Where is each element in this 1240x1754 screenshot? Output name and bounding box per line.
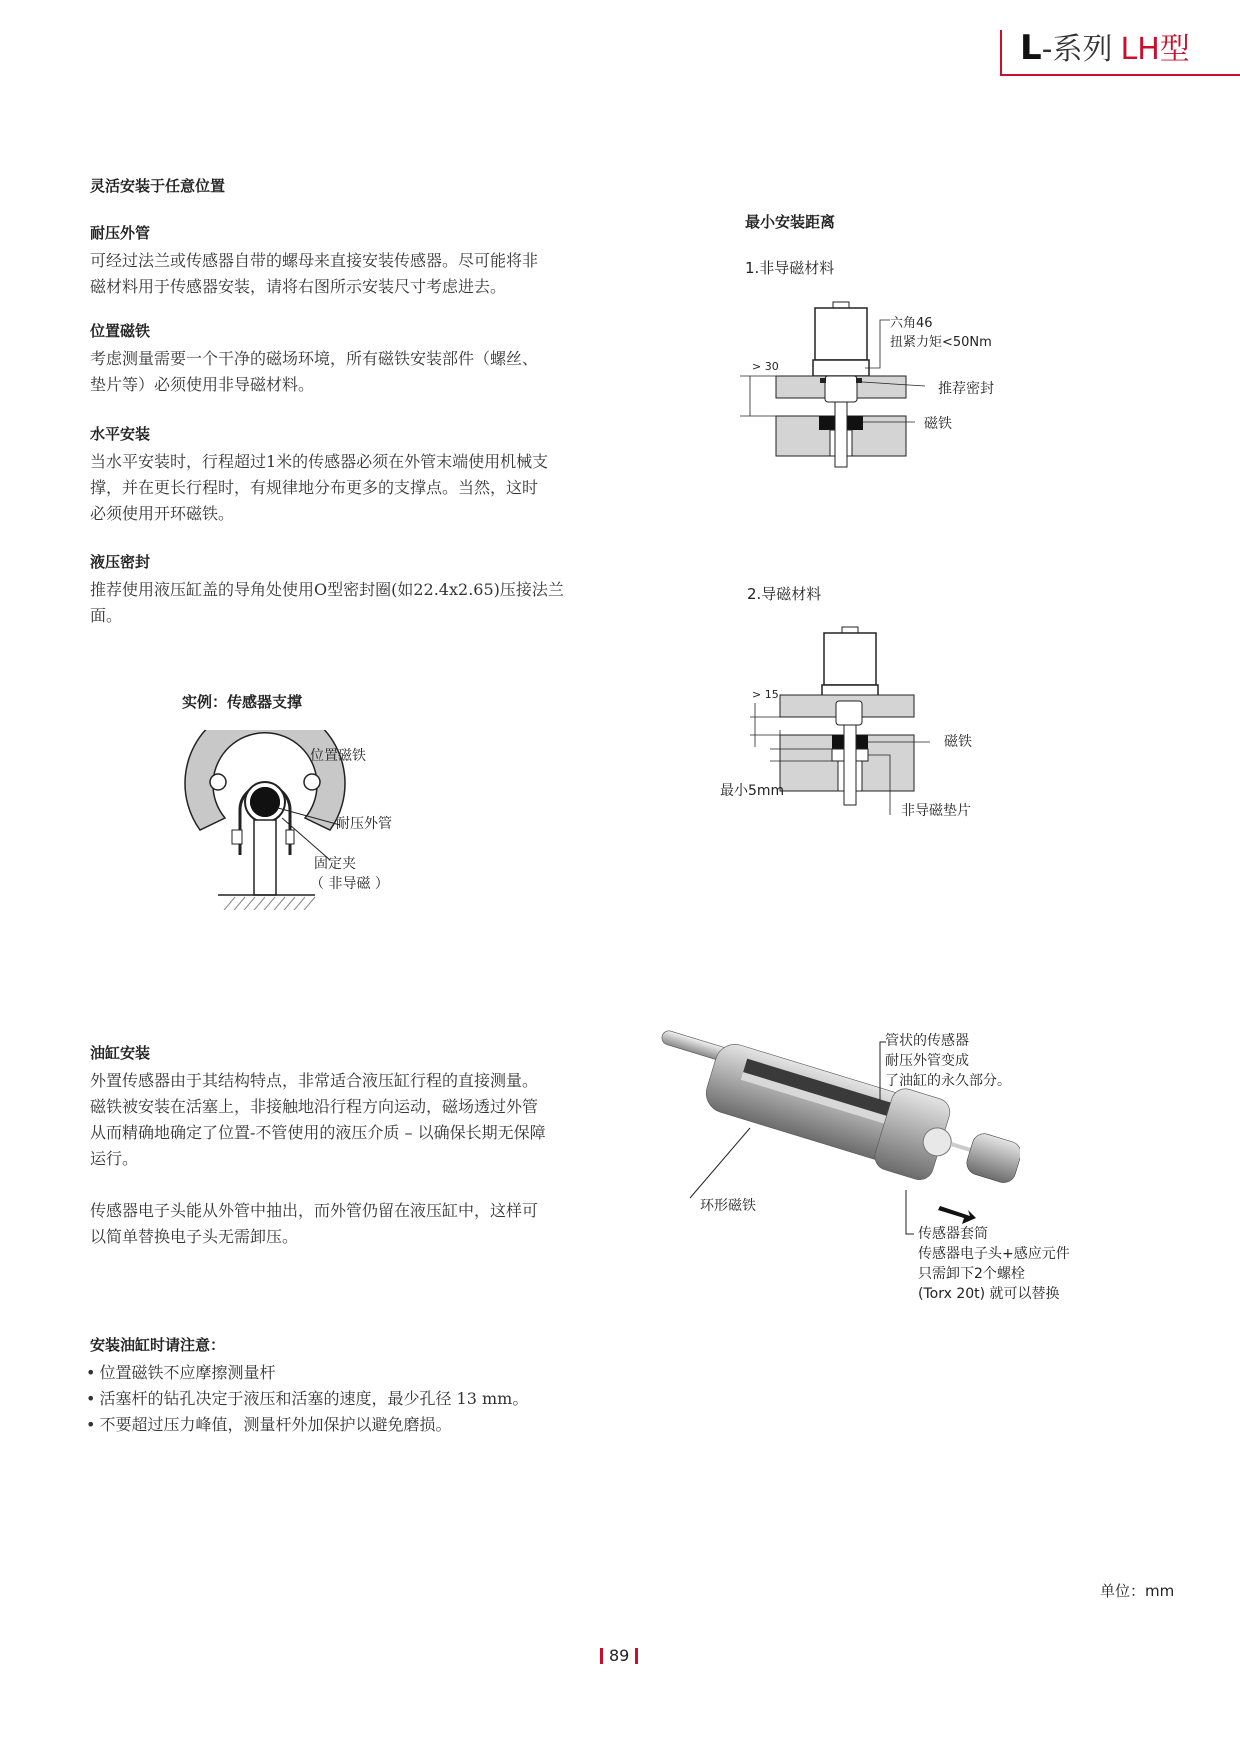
callout-tube (885, 1031, 1011, 1091)
section-text-horizontal (90, 449, 610, 527)
distance-30: > 30 (752, 360, 779, 373)
text-line: 以简单替换电子头无需卸压。 (90, 1227, 299, 1246)
diagram2-title: 2.导磁材料 (747, 585, 822, 603)
section-text-magnet (90, 346, 610, 398)
text-line: 运行。 (90, 1149, 139, 1168)
text-line: 可经过法兰或传感器自带的螺母来直接安装传感器。尽可能将非 (90, 251, 539, 270)
callout-line: 了油缸的永久部分。 (885, 1073, 1011, 1089)
cylinder-heading: 油缸安装 (90, 1044, 151, 1062)
list-item: • 活塞杆的钻孔决定于液压和活塞的速度，最少孔径 13 mm。 (86, 1386, 646, 1412)
page-bar-left (600, 1648, 603, 1664)
callout-housing (918, 1224, 1070, 1304)
section-heading-seal: 液压密封 (90, 553, 151, 571)
distance-15: > 15 (752, 688, 779, 701)
example-title: 实例：传感器支撑 (182, 693, 303, 711)
hex-label: 六角46 (890, 316, 933, 331)
page-number-text: 89 (609, 1646, 630, 1665)
text-line: 从而精确地确定了位置-不管使用的液压介质 – 以确保长期无保障 (90, 1123, 546, 1142)
series-suffix: -系列 (1041, 32, 1113, 67)
notes-list (86, 1360, 646, 1438)
main-title: 灵活安装于任意位置 (90, 177, 226, 195)
text-line: 撑，并在更长行程时，有规律地分布更多的支撑点。当然，这时 (90, 478, 539, 497)
callout-line: 传感器套筒 (918, 1226, 988, 1242)
section-heading-magnet: 位置磁铁 (90, 322, 151, 340)
text-line: 必须使用开环磁铁。 (90, 504, 235, 523)
series-title (1020, 28, 1190, 70)
unit-label: 单位：mm (1100, 1582, 1175, 1600)
text-line: 考虑测量需要一个干净的磁场环境，所有磁铁安装部件（螺丝、 (90, 349, 539, 368)
text-line: 外置传感器由于其结构特点，非常适合液压缸行程的直接测量。 (90, 1071, 539, 1090)
label-position-magnet: 位置磁铁 (310, 748, 366, 764)
text-line: 面。 (90, 606, 123, 625)
text-line: 推荐使用液压缸盖的导角处使用O型密封圈(如22.4x2.65)压接法兰 (90, 580, 564, 599)
min-distance-title: 最小安装距离 (745, 213, 836, 231)
notes-title: 安装油缸时请注意： (90, 1336, 226, 1354)
magnet-label-1: 磁铁 (924, 416, 952, 432)
list-item: • 位置磁铁不应摩擦测量杆 (86, 1360, 646, 1386)
section-heading-tube: 耐压外管 (90, 224, 151, 242)
section-text-seal (90, 577, 610, 629)
cylinder-para-2 (90, 1198, 610, 1250)
text-line: 磁铁被安装在活塞上，非接触地沿行程方向运动，磁场透过外管 (90, 1097, 539, 1116)
spacer-label: 非导磁垫片 (901, 803, 971, 819)
label-clamp: 固定夹 (314, 856, 356, 872)
callout-line: 传感器电子头+感应元件 (918, 1246, 1070, 1262)
text-line: 垫片等）必须使用非导磁材料。 (90, 375, 315, 394)
text-line: 当水平安装时，行程超过1米的传感器必须在外管末端使用机械支 (90, 452, 549, 471)
callout-line: 管状的传感器 (885, 1033, 969, 1049)
seal-label: 推荐密封 (938, 381, 994, 397)
callout-ring-magnet: 环形磁铁 (700, 1198, 756, 1214)
callout-line: (Torx 20t) 就可以替换 (918, 1286, 1060, 1302)
magnet-label-2: 磁铁 (944, 734, 972, 750)
sensor-support-diagram (180, 730, 430, 910)
section-heading-horizontal: 水平安装 (90, 425, 151, 443)
label-pressure-tube: 耐压外管 (336, 816, 392, 832)
page-number (600, 1646, 638, 1665)
series-letter: L (1020, 28, 1042, 68)
page-bar-right (635, 1648, 638, 1664)
section-text-tube (90, 248, 610, 300)
min-5mm-label: 最小5mm (720, 783, 785, 799)
callout-housing-leader (900, 1224, 914, 1236)
cylinder-para-1 (90, 1068, 610, 1172)
label-clamp-note: （ 非导磁 ） (310, 876, 389, 892)
text-line: 传感器电子头能从外管中抽出，而外管仍留在液压缸中，这样可 (90, 1201, 539, 1220)
diagram1-title: 1.非导磁材料 (745, 259, 835, 277)
text-line: 磁材料用于传感器安装，请将右图所示安装尺寸考虑进去。 (90, 277, 507, 296)
torque-label: 扭紧力矩<50Nm (890, 335, 992, 350)
list-item: • 不要超过压力峰值，测量杆外加保护以避免磨损。 (86, 1412, 646, 1438)
series-type: LH型 (1120, 32, 1190, 67)
callout-line: 只需卸下2个螺栓 (918, 1266, 1025, 1282)
callout-line: 耐压外管变成 (885, 1053, 969, 1069)
